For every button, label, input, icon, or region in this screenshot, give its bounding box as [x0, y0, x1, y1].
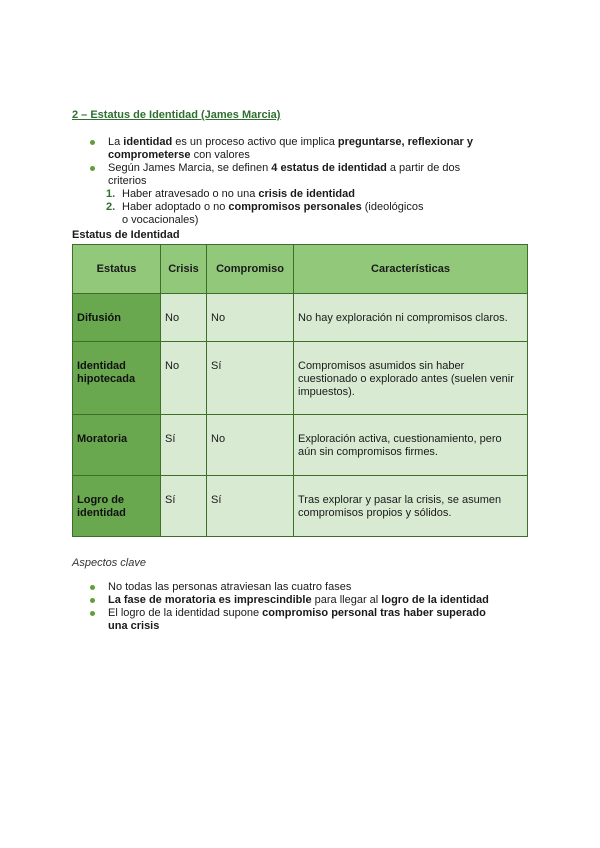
crisis-cell: Sí — [161, 415, 207, 476]
status-name: Moratoria — [73, 415, 161, 476]
crisis-cell: No — [161, 294, 207, 342]
crisis-cell: Sí — [161, 476, 207, 537]
characteristics-cell: Compromisos asumidos sin haber cuestionado o explorado antes (suelen venir impuestos). — [294, 342, 528, 415]
table-row — [73, 342, 528, 415]
list-item: No todas las personas atraviesan las cuatro fases — [88, 581, 508, 594]
status-name: Identidad hipotecada — [73, 342, 161, 415]
key-aspects-list — [88, 581, 508, 633]
column-header: Crisis — [161, 245, 207, 294]
list-item: La identidad es un proceso activo que implica preguntarse, reflexionar y comprometerse con valores — [88, 136, 488, 162]
commitment-cell: Sí — [207, 476, 294, 537]
list-item: La fase de moratoria es imprescindible para llegar al logro de la identidad — [88, 594, 508, 607]
table-row — [73, 294, 528, 342]
list-item: 2. Haber adoptado o no compromisos personales (ideológicos o vocacionales) — [106, 201, 424, 226]
column-header: Compromiso — [207, 245, 294, 294]
column-header: Características — [294, 245, 528, 294]
list-item: 1. Haber atravesado o no una crisis de identidad — [106, 188, 355, 200]
characteristics-cell: Exploración activa, cuestionamiento, pero aún sin compromisos firmes. — [294, 415, 528, 476]
crisis-cell: No — [161, 342, 207, 415]
commitment-cell: No — [207, 415, 294, 476]
list-item: Según James Marcia, se definen 4 estatus de identidad a partir de dos criterios 1. Haber atravesado o no una crisis de identidad 2. Haber adoptado o no compromisos personales (ideológicos o vocacionales) — [88, 162, 488, 227]
column-header: Estatus — [73, 245, 161, 294]
characteristics-cell: No hay exploración ni compromisos claros. — [294, 294, 528, 342]
identity-status-table — [72, 244, 528, 537]
criteria-list — [88, 188, 488, 227]
commitment-cell: Sí — [207, 342, 294, 415]
table-row — [73, 415, 528, 476]
status-name: Difusión — [73, 294, 161, 342]
table-row — [73, 476, 528, 537]
section-heading: 2 – Estatus de Identidad (James Marcia) — [72, 109, 281, 121]
status-name: Logro de identidad — [73, 476, 161, 537]
list-item: El logro de la identidad supone compromiso personal tras haber superado una crisis — [88, 607, 508, 633]
commitment-cell: No — [207, 294, 294, 342]
table-header-row — [73, 245, 528, 294]
key-aspects-title: Aspectos clave — [72, 557, 146, 569]
intro-list — [88, 136, 488, 227]
table-title: Estatus de Identidad — [72, 229, 180, 241]
characteristics-cell: Tras explorar y pasar la crisis, se asumen compromisos propios y sólidos. — [294, 476, 528, 537]
